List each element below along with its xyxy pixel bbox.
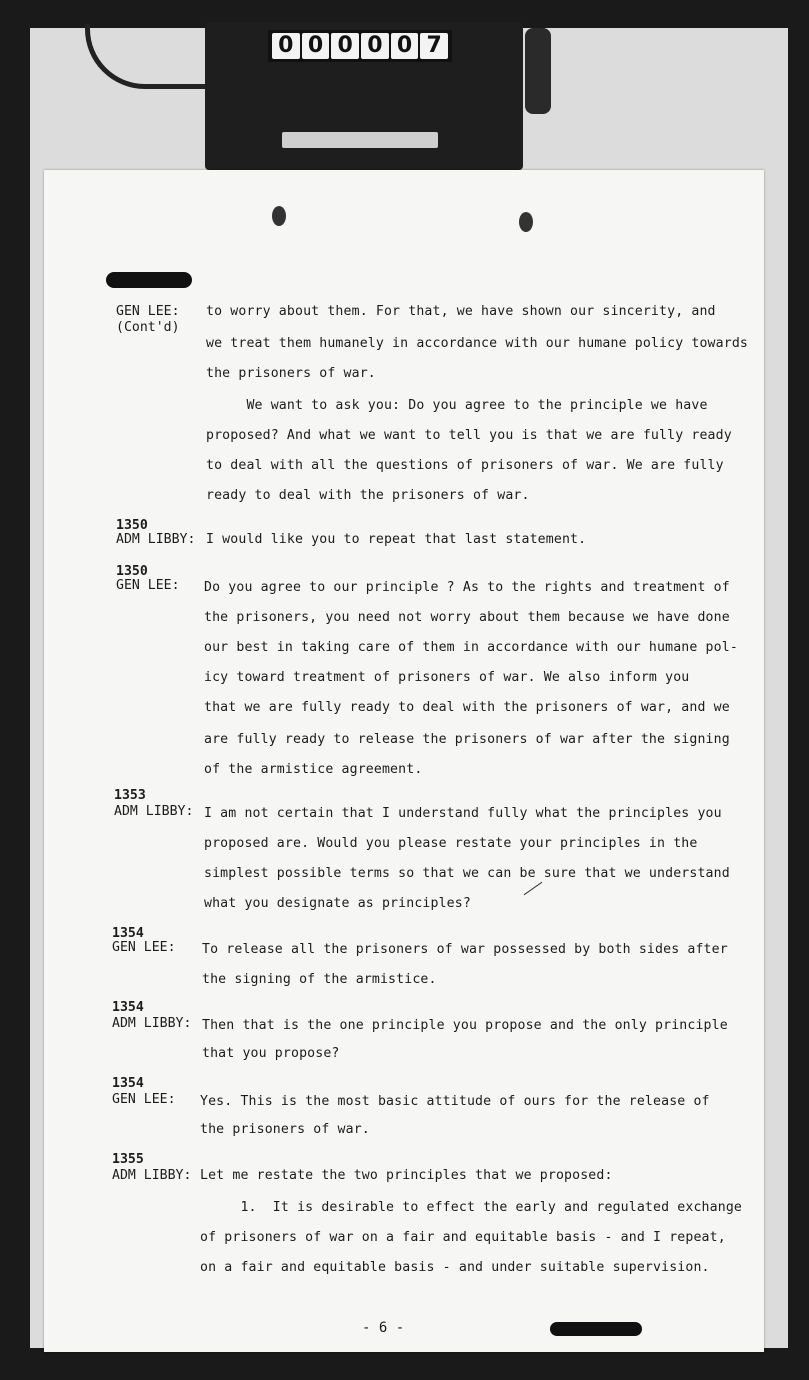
transcript-line: the signing of the armistice. [202, 972, 437, 987]
pencil-mark [524, 882, 543, 895]
transcript-line: that you propose? [202, 1046, 340, 1061]
transcript-line: I would like you to repeat that last statement. [206, 532, 587, 547]
page-number: - 6 - [362, 1320, 405, 1336]
transcript-line: the prisoners of war. [200, 1122, 370, 1137]
transcript-line: I am not certain that I understand fully what the principles you [204, 806, 722, 821]
punch-hole [272, 206, 286, 226]
transcript-line: Then that is the one principle you propose and the only principle [202, 1018, 728, 1033]
speaker-label: ADM LIBBY: [112, 1016, 192, 1031]
speaker-contd-label: (Cont'd) [116, 320, 180, 335]
speaker-label: GEN LEE: [116, 304, 180, 319]
timestamp: 1354 [112, 926, 144, 941]
redaction-mark [106, 272, 192, 288]
counter-digit: 0 [361, 33, 389, 59]
counter-digit: 0 [302, 33, 330, 59]
transcript-line: the prisoners, you need not worry about them because we have done [204, 610, 730, 625]
counter-digit: 0 [391, 33, 419, 59]
counter-digit: 7 [420, 33, 448, 59]
redaction-mark [550, 1322, 642, 1336]
transcript-line: are fully ready to release the prisoners of war after the signing [204, 732, 730, 747]
speaker-label: ADM LIBBY: [114, 804, 194, 819]
transcript-line: proposed are. Would you please restate your principles in the [204, 836, 698, 851]
transcript-line: proposed? And what we want to tell you is that we are fully ready [206, 428, 732, 443]
transcript-line: our best in taking care of them in accordance with our humane pol- [204, 640, 738, 655]
timestamp: 1350 [116, 564, 148, 579]
punch-hole [519, 212, 533, 232]
counter-knob [525, 28, 551, 114]
transcript-page [44, 170, 764, 1352]
speaker-label: GEN LEE: [112, 1092, 176, 1107]
transcript-line: that we are fully ready to deal with the prisoners of war, and we [204, 700, 730, 715]
transcript-line: 1. It is desirable to effect the early and regulated exchange [200, 1200, 742, 1215]
timestamp: 1355 [112, 1152, 144, 1167]
timestamp: 1354 [112, 1076, 144, 1091]
speaker-label: GEN LEE: [112, 940, 176, 955]
counter-label-plate [282, 132, 438, 148]
transcript-line: what you designate as principles? [204, 896, 471, 911]
transcript-line: the prisoners of war. [206, 366, 376, 381]
speaker-label: GEN LEE: [116, 578, 180, 593]
timestamp: 1350 [116, 518, 148, 533]
transcript-line: simplest possible terms so that we can be sure that we understand [204, 866, 730, 881]
timestamp: 1353 [114, 788, 146, 803]
counter-digit: 0 [331, 33, 359, 59]
transcript-line: Let me restate the two principles that we proposed: [200, 1168, 613, 1183]
timestamp: 1354 [112, 1000, 144, 1015]
transcript-line: Yes. This is the most basic attitude of ours for the release of [200, 1094, 710, 1109]
transcript-line: of the armistice agreement. [204, 762, 423, 777]
transcript-line: of prisoners of war on a fair and equitable basis - and I repeat, [200, 1230, 726, 1245]
transcript-line: icy toward treatment of prisoners of war. We also inform you [204, 670, 690, 685]
transcript-line: on a fair and equitable basis - and under suitable supervision. [200, 1260, 710, 1275]
speaker-label: ADM LIBBY: [116, 532, 196, 547]
transcript-line: Do you agree to our principle ? As to the rights and treatment of [204, 580, 730, 595]
transcript-line: we treat them humanely in accordance with our humane policy towards [206, 336, 748, 351]
counter-digit: 0 [272, 33, 300, 59]
transcript-line: to worry about them. For that, we have shown our sincerity, and [206, 304, 716, 319]
transcript-line: We want to ask you: Do you agree to the principle we have [206, 398, 708, 413]
frame-counter-display [268, 30, 452, 62]
transcript-line: to deal with all the questions of prisoners of war. We are fully [206, 458, 724, 473]
speaker-label: ADM LIBBY: [112, 1168, 192, 1183]
transcript-line: ready to deal with the prisoners of war. [206, 488, 530, 503]
transcript-line: To release all the prisoners of war possessed by both sides after [202, 942, 728, 957]
